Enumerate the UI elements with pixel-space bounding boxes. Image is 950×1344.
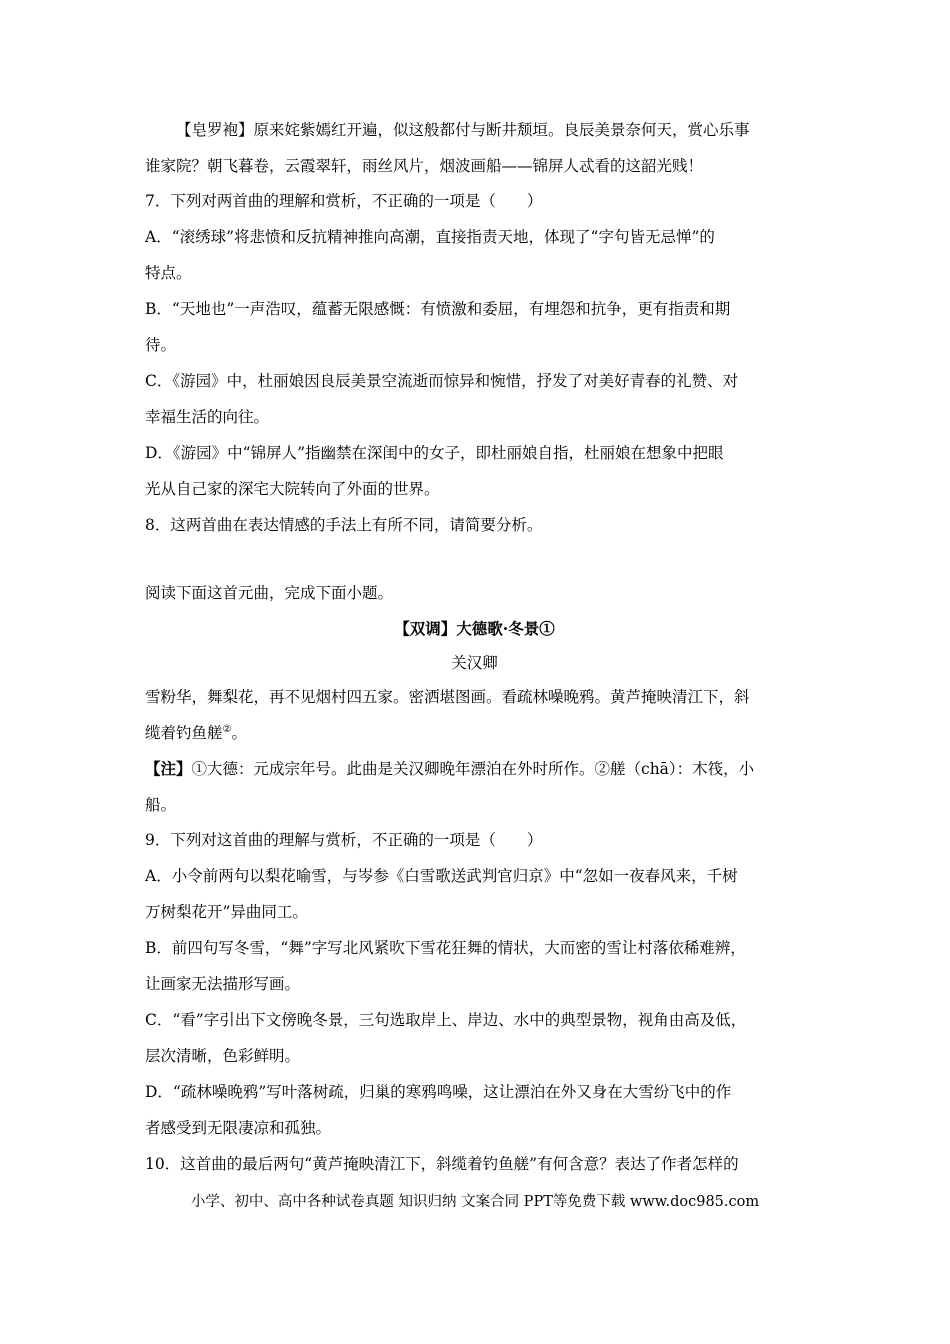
question-8-stem: 8．这两首曲在表达情感的手法上有所不同，请简要分析。 [145,516,543,534]
question-9-stem: 9．下列对这首曲的理解与赏析，不正确的一项是（ ） [145,831,543,849]
passage-a-line-1: 【皂罗袍】原来姹紫嫣红开遍，似这般都付与断井颓垣。良辰美景奈何天，赏心乐事 [176,121,750,139]
question-9-option-a-line-1: A．小令前两句以梨花喻雪，与岑参《白雪歌送武判官归京》中“忽如一夜春风来，千树 [145,867,738,885]
footnote-marker: ② [222,723,232,735]
question-7-option-c-line-1: C．《游园》中，杜丽娘因良辰美景空流逝而惊异和惋惜，抒发了对美好青春的礼赞、对 [145,372,739,390]
poem-line-2-text: 缆着钓鱼艖 [145,724,223,742]
poem-line-1: 雪粉华，舞梨花，再不见烟村四五家。密洒堪图画。看疏林噪晚鸦。黄芦掩映清江下，斜 [145,688,750,706]
note-label: 【注】 [145,759,192,778]
page-footer: 小学、初中、高中各种试卷真题 知识归纳 文案合同 PPT等免费下载 www.doc985.com [190,1194,760,1210]
question-7-option-c-line-2: 幸福生活的向往。 [145,408,270,426]
question-7-option-b-line-1: B．“天地也”一声浩叹，蕴蓄无限感慨：有愤激和委屈，有埋怨和抗争，更有指责和期 [145,300,731,318]
question-7-option-d-line-1: D．《游园》中“锦屏人”指幽禁在深闺中的女子，即杜丽娘自指，杜丽娘在想象中把眼 [145,444,724,462]
question-9-option-a-line-2: 万树梨花开”异曲同工。 [145,903,308,921]
question-7-option-a-line-1: A．“滚绣球”将悲愤和反抗精神推向高潮，直接指责天地，体现了“字句皆无忌惮”的 [145,228,715,246]
note-line-2: 船。 [145,796,177,814]
question-9-option-d-line-2: 者感受到无限凄凉和孤独。 [145,1119,332,1137]
poem-author: 关汉卿 [451,654,498,672]
poem-line-2 [145,722,804,744]
passage-a-line-2: 谁家院？朝飞暮卷，云霞翠轩，雨丝风片，烟波画船——锦屏人忒看的这韶光贱！ [145,157,704,175]
question-9-option-c-line-2: 层次清晰，色彩鲜明。 [145,1047,301,1065]
question-7-option-d-line-2: 光从自己家的深宅大院转向了外面的世界。 [145,480,440,498]
question-9-option-b-line-2: 让画家无法描形写画。 [145,975,301,993]
poem-title: 【双调】大德歌·冬景① [394,619,555,638]
note-text-1: ①大德：元成宗年号。此曲是关汉卿晚年漂泊在外时所作。②艖（chā）：木筏，小 [191,760,755,778]
note-line-1 [145,758,804,780]
question-9-option-c-line-1: C．“看”字引出下文傍晚冬景，三句选取岸上、岸边、水中的典型景物，视角由高及低， [145,1011,747,1029]
section-2-intro: 阅读下面这首元曲，完成下面小题。 [145,584,394,602]
question-10-stem: 10．这首曲的最后两句“黄芦掩映清江下，斜缆着钓鱼艖”有何含意？表达了作者怎样的 [145,1155,739,1173]
question-7-option-b-line-2: 待。 [145,336,177,354]
question-7-option-a-line-2: 特点。 [145,264,192,282]
question-9-option-d-line-1: D．“疏林噪晚鸦”写叶落树疏，归巢的寒鸦鸣噪，这让漂泊在外又身在大雪纷飞中的作 [145,1083,732,1101]
question-7-stem: 7．下列对两首曲的理解和赏析，不正确的一项是（ ） [145,192,543,210]
poem-line-2-end: 。 [231,724,247,742]
question-9-option-b-line-1: B．前四句写冬雪，“舞”字写北风紧吹下雪花狂舞的情状，大而密的雪让村落依稀难辨， [145,939,746,957]
